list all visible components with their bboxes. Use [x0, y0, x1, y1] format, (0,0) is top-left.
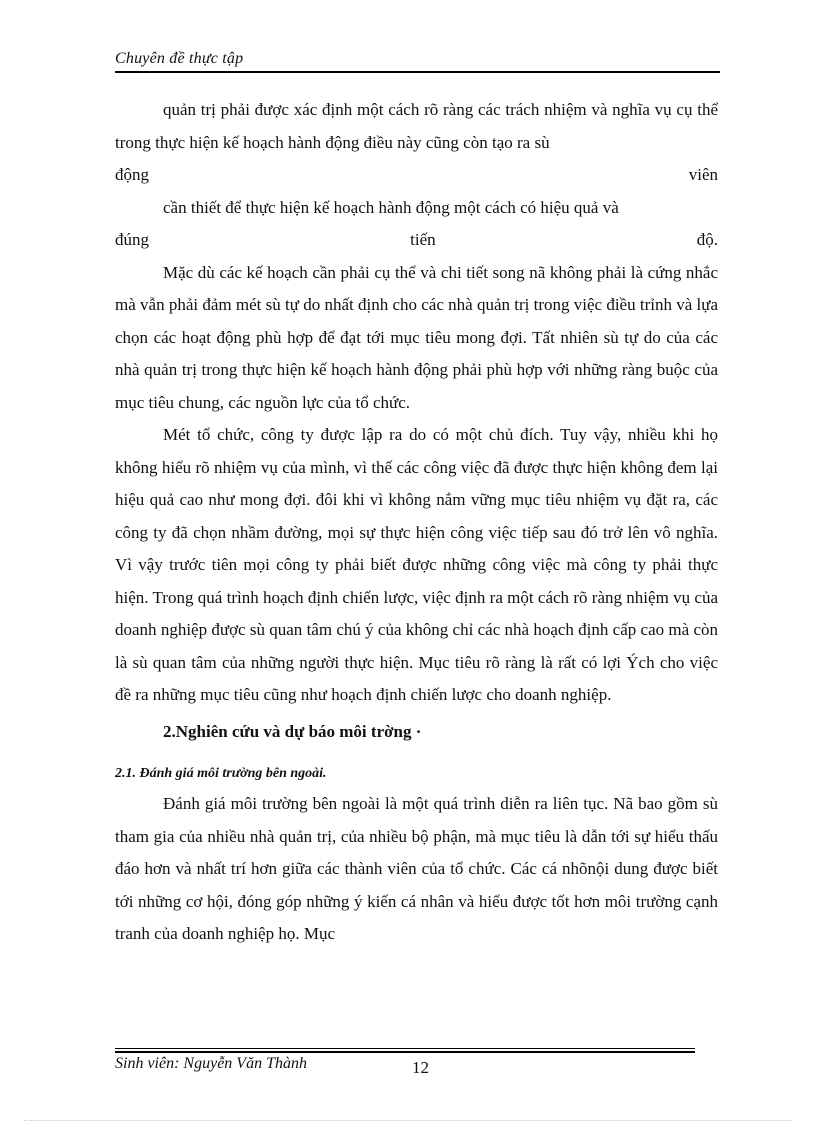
word: đúng: [115, 230, 149, 249]
document-body: [115, 94, 718, 951]
footer-rule: [115, 1048, 695, 1049]
word: động: [115, 165, 149, 184]
page-header: Chuyên đề thực tập: [115, 50, 244, 67]
page-number: 12: [412, 1058, 429, 1077]
word: độ.: [696, 230, 718, 249]
paragraph-4: Mét tổ chức, công ty được lập ra do có một chủ đích. Tuy vậy, nhiều khi họ không hiểu rõ nhiệm vụ của mình, vì thế các công việc đã được thực hiện không đem lại hiệu quả cao như mong đợi. đôi khi vì không nắm vững mục tiêu nhiệm vụ đặt ra, các công ty đã chọn nhầm đường, mọi sự thực hiện công việc tiếp sau đó trở lên vô nghĩa. Vì vậy trước tiên mọi công ty phải biết được những công việc mà công ty phải thực hiện. Trong quá trình hoạch định chiến lược, việc định ra một cách rõ ràng nhiệm vụ của doanh nghiệp được sù quan tâm chú ý của không chỉ các nhà hoạch định cấp cao mà còn là sù quan tâm của những người thực hiện. Mục tiêu rõ ràng là rất có lợi Ých cho việc đề ra những mục tiêu cũng như hoạch định chiến lược cho doanh nghiệp.: [115, 425, 718, 704]
paragraph-3: Mặc dù các kế hoạch cần phải cụ thể và chi tiết song nã không phải là cứng nhắc mà vẫn phải đảm mét sù tự do nhất định cho các nhà quản trị trong việc điều trỉnh và lựa chọn các hoạt động phù hợp để đạt tới mục tiêu mong đợi. Tất nhiên sù tự do của các nhà quản trị trong thực hiện kế hoạch hành động phải phù hợp với những ràng buộc của mục tiêu chung, các nguồn lực của tổ chức.: [115, 262, 718, 412]
justified-line-1: [115, 159, 718, 192]
word: tiến: [410, 230, 436, 249]
footer-rule-thick: [115, 1051, 695, 1053]
section-heading-2: 2.Nghiên cứu và dự báo môi trờng ·: [163, 721, 422, 741]
paragraph-2: cần thiết để thực hiện kế hoạch hành động một cách có hiệu quả và: [163, 197, 619, 217]
section-heading-2-1: 2.1. Đánh giá môi trường bên ngoài.: [115, 766, 327, 781]
word: viên: [688, 165, 718, 184]
header-rule: [115, 71, 720, 73]
paragraph-1: quản trị phải được xác định một cách rõ ràng các trách nhiệm và nghĩa vụ cụ thể trong thực hiện kế hoạch hành động điều này cũng còn tạo ra sù: [115, 100, 718, 152]
paragraph-5: Đánh giá môi trường bên ngoài là một quá trình diễn ra liên tục. Nã bao gồm sù tham gia của nhiều nhà quản trị, của nhiều bộ phận, mà mục tiêu là dẫn tới sự hiểu thấu đáo hơn và nhất trí hơn giữa các thành viên của tổ chức. Các cá nhõnội dung được biết tới những cơ hội, đóng góp những ý kiến cá nhân và hiểu được tốt hơn môi trường cạnh tranh của doanh nghiệp họ. Mục: [115, 794, 718, 943]
page-edge-dotted: [24, 1120, 792, 1121]
footer-student-name: Sinh viên: Nguyễn Văn Thành: [115, 1055, 307, 1072]
justified-line-2: [115, 224, 718, 257]
